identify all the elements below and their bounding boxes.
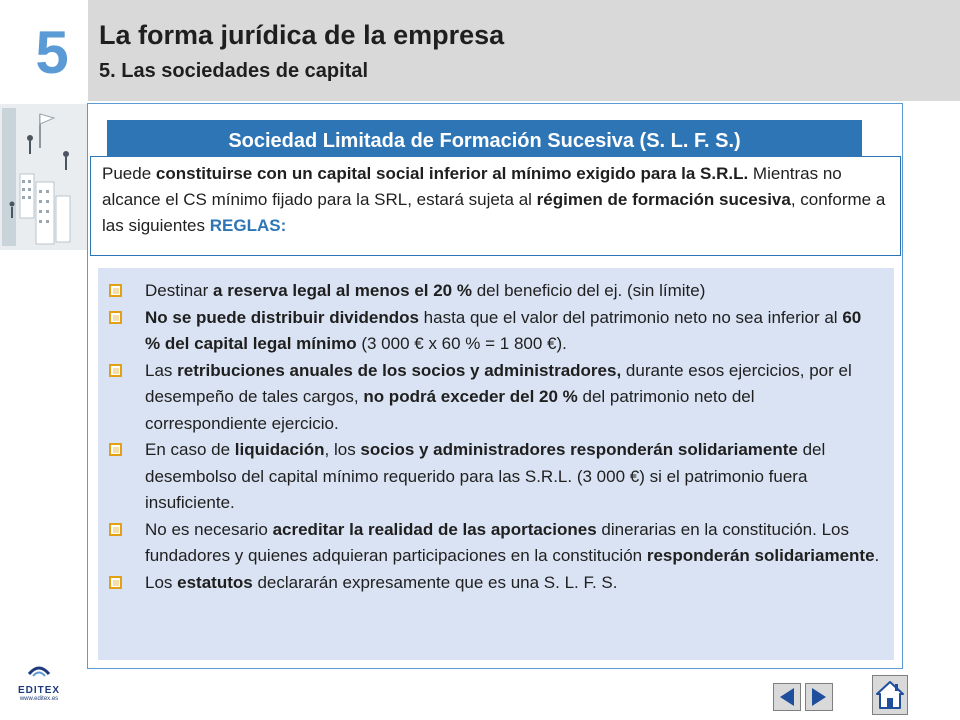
text-run: , conforme a las siguientes — [102, 190, 886, 235]
emphasis-text: a reserva legal al menos el 20 % — [213, 281, 472, 300]
editex-logo — [14, 660, 64, 710]
text-run: Puede — [102, 164, 156, 183]
emphasis-text: estatutos — [177, 572, 253, 592]
emphasis-text: socios y administradores responderán solidariamente — [360, 440, 798, 459]
text-run: del beneficio del ej. (sin límite) — [471, 281, 706, 300]
text-run: En caso de — [145, 440, 235, 459]
page-subtitle: 5. Las sociedades de capital — [99, 60, 369, 82]
checkbox-bullet-icon — [109, 443, 122, 456]
emphasis-text: REGLAS: — [209, 216, 287, 235]
rules-panel — [98, 268, 894, 660]
text-run: del desembolso del capital mínimo requerido para las S.R.L. (3 000 €) si el patrimonio fuera insuficiente. — [145, 440, 826, 512]
checkbox-bullet-icon — [109, 311, 122, 324]
text-run: durante esos ejercicios, por el desempeño de tales cargos, — [145, 360, 852, 406]
emphasis-text: No se puede distribuir dividendos — [145, 307, 419, 327]
checkbox-bullet-icon — [109, 364, 122, 377]
text-run: Destinar — [145, 281, 214, 300]
text-run: Mientras no alcance el CS mínimo fijado para la SRL, estará sujeta al — [102, 164, 842, 209]
rule-item — [98, 437, 880, 517]
text-run: . — [874, 546, 880, 565]
emphasis-text: constituirse con un capital social inferior al mínimo exigido para la S.R.L. — [155, 164, 749, 183]
editex-logo-icon — [25, 660, 53, 678]
text-run: del patrimonio neto del correspondiente ejercicio. — [145, 387, 755, 433]
home-icon — [876, 680, 904, 710]
triangle-left-icon — [778, 687, 796, 707]
logo-name: EDITEX — [17, 685, 61, 696]
text-run: dinerarias en la constitución. Los fundadores y quienes adquieran participaciones en la constitución — [145, 519, 849, 565]
emphasis-text: no podrá exceder del 20 % — [363, 387, 578, 406]
chapter-number: 5 — [35, 19, 69, 86]
rule-item — [98, 278, 880, 305]
home-button[interactable] — [872, 675, 908, 715]
text-run: (3 000 € x 60 % = 1 800 €). — [356, 334, 567, 353]
emphasis-text: acreditar la realidad de las aportaciones — [272, 519, 597, 539]
next-slide-button[interactable] — [805, 683, 833, 711]
checkbox-bullet-icon — [109, 523, 122, 536]
emphasis-text: responderán solidariamente — [646, 546, 875, 565]
checkbox-bullet-icon — [109, 284, 122, 297]
decorative-illustration — [0, 104, 88, 250]
rule-item — [98, 570, 880, 597]
intro-text — [102, 164, 885, 235]
emphasis-text: retribuciones anuales de los socios y administradores, — [177, 360, 622, 380]
logo-url: www.editex.es — [19, 696, 59, 702]
intro-box — [90, 156, 901, 256]
text-run: Las — [145, 360, 178, 380]
text-run: , los — [324, 440, 361, 459]
text-run: hasta que el valor del patrimonio neto no sea inferior al — [418, 307, 843, 327]
emphasis-text: régimen de formación sucesiva — [536, 190, 791, 209]
page-title: La forma jurídica de la empresa — [99, 20, 505, 50]
text-run: declararán expresamente que es una S. L. F. S. — [252, 572, 618, 592]
text-run: Los — [145, 572, 178, 592]
rule-item — [98, 358, 880, 438]
text-run: No es necesario — [145, 519, 273, 539]
rule-item — [98, 305, 880, 358]
rules-list — [98, 268, 894, 596]
section-heading: Sociedad Limitada de Formación Sucesiva (S. L. F. S.) — [107, 120, 862, 163]
triangle-right-icon — [810, 687, 828, 707]
emphasis-text: 60 % del capital legal mínimo — [145, 307, 862, 353]
rule-item — [98, 517, 880, 570]
checkbox-bullet-icon — [109, 576, 122, 589]
previous-slide-button[interactable] — [773, 683, 801, 711]
emphasis-text: liquidación — [234, 440, 325, 459]
